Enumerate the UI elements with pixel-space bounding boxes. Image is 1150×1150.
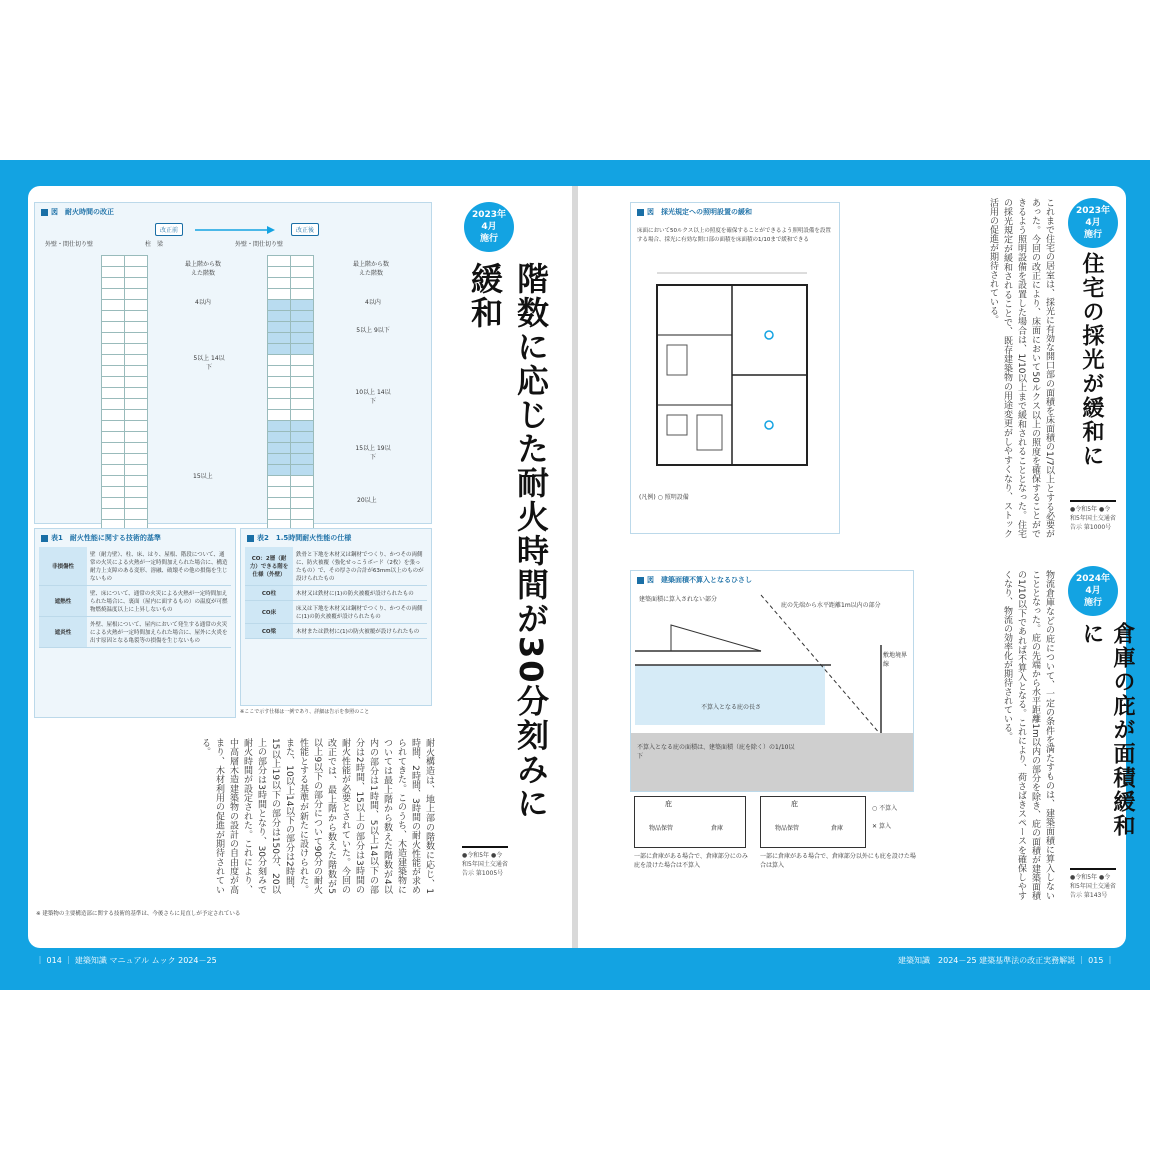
table-cell (291, 322, 314, 333)
table-row (102, 289, 148, 300)
table-cell (291, 333, 314, 344)
table-row (102, 443, 148, 454)
table-cell (125, 498, 148, 509)
table-row (268, 355, 314, 366)
table-row (39, 586, 231, 617)
table-row (268, 300, 314, 311)
col-header-left: 外壁・間仕切り壁 (45, 241, 94, 248)
row-key: 遮熱性 (39, 586, 87, 617)
table-cell (102, 289, 125, 300)
table-cell (102, 399, 125, 410)
table-row (268, 498, 314, 509)
table-cell (268, 388, 291, 399)
badge-status: 施行 (479, 234, 498, 244)
row-text: 床又は下地を木材又は鋼材でつくり、かつその両側に(1)の防火被覆が設けられたもの (293, 601, 427, 624)
before-table (101, 255, 148, 531)
lighting-badge (1068, 198, 1118, 248)
table-cell (268, 476, 291, 487)
label-5-9: 5以上 9以下 (356, 327, 390, 334)
table-row (268, 267, 314, 278)
footer-right: 建築知識 2024－25 建築基準法の改正実務解説 ｜ 015 ｜ (898, 956, 1114, 965)
table-cell (291, 355, 314, 366)
label-20: 20以上 (357, 497, 377, 504)
table-cell (102, 344, 125, 355)
table2-caption: 表2 1.5時間耐火性能の仕様 (247, 533, 351, 543)
eave-label-3: 庇の先端から水平距離1m以内の部分 (781, 602, 881, 609)
table-cell (268, 399, 291, 410)
table-cell (125, 333, 148, 344)
legend-out: ✕ 算入 (872, 823, 891, 830)
table1 (39, 547, 231, 648)
eave-side-note: ●令和5年 ●令和5年国土交通省告示 第143号 (1070, 868, 1116, 900)
table-cell (268, 278, 291, 289)
eave-case-b (760, 796, 866, 848)
table-row (39, 547, 231, 586)
enforcement-badge (464, 202, 514, 252)
table-cell (268, 377, 291, 388)
table-cell (102, 333, 125, 344)
table-cell (102, 410, 125, 421)
eave-case-a (634, 796, 746, 848)
table-cell (125, 443, 148, 454)
table-row (245, 601, 427, 624)
page-gutter (572, 186, 578, 948)
table-row (102, 498, 148, 509)
case-a-warehouse: 倉庫 (711, 825, 724, 832)
case-a-caption: 一部に倉庫がある場合で、倉庫部分にのみ庇を設けた場合は不算入 (634, 853, 748, 869)
eave-figure-caption: 図 建築面積不算入となるひさし (637, 575, 752, 585)
table1-caption: 表1 耐火性能に関する技術的基準 (41, 533, 161, 543)
table-cell (268, 443, 291, 454)
table-cell (125, 399, 148, 410)
table-cell (125, 256, 148, 267)
table-row (268, 289, 314, 300)
table-cell (291, 267, 314, 278)
table-cell (291, 498, 314, 509)
fire-time-figure (34, 202, 432, 524)
table-cell (125, 289, 148, 300)
table-cell (268, 311, 291, 322)
badge-year: 2023年 (1075, 206, 1111, 216)
table-cell (291, 399, 314, 410)
eave-label-1: 建築面積に算入されない部分 (639, 596, 718, 603)
table-cell (102, 421, 125, 432)
table-row (268, 377, 314, 388)
table2 (245, 547, 427, 639)
case-a-storage: 物品保管 (649, 825, 674, 832)
table-row (102, 432, 148, 443)
table-cell (125, 322, 148, 333)
badge-month: 4月 (1085, 586, 1101, 596)
table-cell (268, 267, 291, 278)
badge-month: 4月 (481, 222, 497, 232)
table-cell (291, 377, 314, 388)
table-cell (102, 300, 125, 311)
table-cell (125, 421, 148, 432)
table-cell (125, 377, 148, 388)
badge-year: 2023年 (471, 210, 507, 220)
table-cell (291, 487, 314, 498)
table-row (245, 547, 427, 586)
table-cell (102, 487, 125, 498)
floor-plan-drawing (637, 265, 833, 483)
table-cell (291, 465, 314, 476)
label-4-before: 4以内 (195, 299, 211, 306)
after-table (267, 255, 314, 531)
lighting-legend: (凡例) ○ 照明設備 (639, 494, 689, 501)
table-row (102, 256, 148, 267)
row-text: 壁（耐力壁）、柱、床、はり、屋根、階段について、通常の火災による火熱が一定時間加えられた場合に、構造耐力上支障のある変形、溶融、破壊その他の損傷を生じないもの (87, 547, 231, 586)
table-row (102, 366, 148, 377)
table-row (268, 344, 314, 355)
label-15-19: 15以上 19以下 (355, 445, 391, 461)
eave-label-4: 不算入となる庇の長さ (701, 704, 762, 711)
table-row (245, 586, 427, 601)
case-b-storage: 物品保管 (775, 825, 800, 832)
table-row (102, 388, 148, 399)
table-cell (268, 355, 291, 366)
row-key: CO梁 (245, 624, 293, 639)
table-row (268, 399, 314, 410)
row-key: 非損傷性 (39, 547, 87, 586)
badge-status: 施行 (1083, 230, 1102, 240)
table-cell (125, 476, 148, 487)
legend-in-label: 不算入 (879, 805, 898, 812)
table-cell (102, 322, 125, 333)
table-row (102, 311, 148, 322)
table-cell (102, 366, 125, 377)
eave-body-text: 物流倉庫などの庇について、一定の条件を満たすものは、建築面積に算入しないこととなった。庇の先端から水平距離1m以内の部分を除き、庇の面積が建築面積の1/10以下であれば不算入となる。これにより、荷さばきスペースを確保しやすくなり、物流の効率化が期待されている。 (1002, 570, 1054, 900)
table-cell (268, 322, 291, 333)
body-text: 耐火構造は、地上部の階数に応じ、1時間、2時間、3時間の耐火性能が求められてきた。このうち、木造建築物については最上階から数えた階数が4以内の部分は1時間、5以上14以下の部分は2時間、15以上の部分は3時間の耐火性能が必要とされていた。今回の改正では、最上階から数えた階数が5以上9以下の部分について90分の耐火性能とする基準が新たに設けられた。また、10以上14以下の部分は2時間、15以上19以下の部分は150分、20以上の部分は3時間となり、30分刻みで耐火時間が設定された。これにより、中高層木造建築物の設計の自由度が高まり、木材利用の促進が期待されている。 (200, 738, 434, 894)
badge-status: 施行 (1083, 598, 1102, 608)
table-cell (125, 487, 148, 498)
lighting-figure (630, 202, 840, 534)
table-cell (268, 498, 291, 509)
badge-year: 2024年 (1075, 574, 1111, 584)
table-cell (291, 256, 314, 267)
table-row (268, 410, 314, 421)
eave-title: 倉庫の庇が面積緩和に (1079, 622, 1135, 838)
table-row (268, 333, 314, 344)
table-row (102, 454, 148, 465)
table-row (268, 487, 314, 498)
table2-panel (240, 528, 432, 706)
table-row (268, 311, 314, 322)
row-text: 木材又は鉄材に(1)の防火被覆が設けられたもの (293, 586, 427, 601)
eave-figure (630, 570, 914, 792)
table-cell (268, 256, 291, 267)
label-5-14: 5以上 14以下 (193, 355, 225, 371)
table-cell (268, 465, 291, 476)
row-text: 外壁、屋根について、屋内において発生する通常の火災による火熱が一定時間加えられた場合に、屋外に火炎を出す原因となる亀裂等の損傷を生じないもの (87, 617, 231, 648)
table-row (268, 366, 314, 377)
table-cell (102, 443, 125, 454)
table-cell (125, 465, 148, 476)
note-top-before: 最上階から数えた階数 (184, 261, 221, 277)
table-cell (125, 388, 148, 399)
table-row (245, 624, 427, 639)
table-cell (125, 311, 148, 322)
table-cell (102, 278, 125, 289)
bottom-note: ※ 建築物の主要構造部に関する技術的基準は、今後さらに見直しが予定されている (36, 911, 241, 917)
table-cell (291, 344, 314, 355)
table-cell (268, 432, 291, 443)
table-cell (102, 267, 125, 278)
case-b-warehouse: 倉庫 (831, 825, 844, 832)
table-cell (268, 454, 291, 465)
table-cell (102, 509, 125, 520)
before-tag: 改正前 (155, 223, 183, 236)
table-cell (268, 509, 291, 520)
table1-panel (34, 528, 236, 718)
legend-in: ○ 不算入 (872, 805, 898, 812)
table-cell (125, 300, 148, 311)
after-tag: 改正後 (291, 223, 319, 236)
table-row (102, 300, 148, 311)
eave-label-2: 敷地境界線 (883, 652, 908, 668)
case-b-eave: 庇 (791, 800, 798, 808)
table-cell (125, 344, 148, 355)
table-row (268, 278, 314, 289)
table-cell (291, 388, 314, 399)
table-cell (125, 432, 148, 443)
table-row (268, 454, 314, 465)
table-cell (268, 421, 291, 432)
row-key: 遮炎性 (39, 617, 87, 648)
table-cell (291, 454, 314, 465)
table-cell (268, 366, 291, 377)
label-10-14: 10以上 14以下 (355, 389, 391, 405)
table-cell (291, 300, 314, 311)
table-row (268, 388, 314, 399)
table-cell (291, 432, 314, 443)
table-row (268, 509, 314, 520)
table-cell (268, 410, 291, 421)
case-b-caption: 一部に倉庫がある場合で、倉庫部分以外にも庇を設けた場合は算入 (760, 853, 916, 869)
table-row (102, 267, 148, 278)
col-header-mid: 柱 梁 (145, 241, 164, 248)
table-cell (291, 410, 314, 421)
legend-out-label: 算入 (878, 823, 891, 830)
table-cell (291, 421, 314, 432)
lighting-body-text: これまで住宅の居室は、採光に有効な開口部の面積を床面積の1/7以上とする必要があった。今回の改正により、床面において50ルクス以上の照度を確保することができるよう照明設備を設置した場合は、1/10以上まで緩和されることとなった。住宅の採光規定が緩和されることで、既存建築物の用途変更がしやすくなり、ストック活用の促進が期待されている。 (988, 198, 1054, 538)
table-row (268, 476, 314, 487)
table2-footnote: ※ここで示す仕様は一例であり、詳細は告示を参照のこと (240, 709, 370, 715)
table-cell (268, 300, 291, 311)
case-a-eave: 庇 (665, 800, 672, 808)
table-row (102, 377, 148, 388)
table-cell (291, 311, 314, 322)
label-15: 15以上 (193, 473, 213, 480)
table-row (102, 410, 148, 421)
table-row (102, 399, 148, 410)
figure-caption: 図 耐火時間の改正 (41, 207, 114, 217)
table-row (268, 432, 314, 443)
table-row (268, 421, 314, 432)
table-row (102, 465, 148, 476)
table-row (102, 476, 148, 487)
lighting-title: 住宅の採光が緩和に (1079, 252, 1104, 468)
table-row (102, 278, 148, 289)
table-cell (102, 476, 125, 487)
table-cell (268, 487, 291, 498)
table-cell (102, 498, 125, 509)
table-row (268, 443, 314, 454)
table-cell (291, 289, 314, 300)
table-row (39, 617, 231, 648)
table-row (268, 322, 314, 333)
page-title: 階数に応じた耐火時間が30分刻みに緩和 (466, 262, 550, 821)
arrow-right-icon (195, 225, 275, 235)
table-cell (125, 410, 148, 421)
table-row (102, 333, 148, 344)
table-cell (291, 443, 314, 454)
badge-month: 4月 (1085, 218, 1101, 228)
lighting-figure-note: 床面において50ルクス以上の照度を確保することができるよう照明設備を設置する場合、採光に有効な開口部の面積を床面積の1/10まで緩和できる (637, 228, 831, 243)
row-text: 木材または鉄材に(1)の防火被覆が設けられたもの (293, 624, 427, 639)
row-key: CO柱 (245, 586, 293, 601)
table-cell (102, 388, 125, 399)
row-key: CO床 (245, 601, 293, 624)
row-key: CO：2層（耐力）できる階を仕様（外壁） (245, 547, 293, 586)
table-row (102, 322, 148, 333)
table-cell (291, 278, 314, 289)
table-cell (102, 454, 125, 465)
label-4-after: 4以内 (365, 299, 381, 306)
table-cell (125, 454, 148, 465)
table-row (102, 344, 148, 355)
table-cell (102, 256, 125, 267)
lighting-side-note: ●令和5年 ●令和5年国土交通省告示 第1000号 (1070, 500, 1116, 532)
table-row (268, 465, 314, 476)
table-row (102, 509, 148, 520)
table-cell (125, 355, 148, 366)
table-cell (291, 476, 314, 487)
eave-label-5: 不算入となる庇の面積は、建築面積（庇を除く）の1/10以下 (637, 744, 795, 760)
table-cell (268, 333, 291, 344)
table-cell (125, 509, 148, 520)
side-note: ●令和5年 ●令和5年国土交通省告示 第1005号 (462, 846, 508, 878)
table-cell (291, 509, 314, 520)
table-row (102, 487, 148, 498)
table-cell (268, 289, 291, 300)
row-text: 鉄骨と下地を木材又は鋼材でつくり、かつその両側に、防火被覆（強化せっこうボード（2枚）を張ったもの）で、その厚さの合計が63mm以上のものが設けられたもの (293, 547, 427, 586)
table-row (102, 421, 148, 432)
col-header-left-after: 外壁・間仕切り壁 (235, 241, 284, 248)
table-row (268, 256, 314, 267)
eave-badge (1068, 566, 1118, 616)
table-cell (102, 355, 125, 366)
footer-left: ｜ 014 ｜ 建築知識 マニュアル ムック 2024－25 (36, 956, 217, 965)
table-cell (102, 432, 125, 443)
table-cell (125, 267, 148, 278)
table-cell (102, 377, 125, 388)
lighting-figure-caption: 図 採光規定への照明設置の緩和 (637, 207, 752, 217)
note-top-after: 最上階から数えた階数 (352, 261, 389, 277)
row-text: 壁、床について、通常の火災による火熱が一定時間加えられた場合に、裏面（屋内に面するもの）の温度が可燃物燃焼温度以上に上昇しないもの (87, 586, 231, 617)
table-cell (268, 344, 291, 355)
table-cell (125, 366, 148, 377)
table-cell (291, 366, 314, 377)
table-cell (125, 278, 148, 289)
table-cell (102, 311, 125, 322)
table-row (102, 355, 148, 366)
table-cell (102, 465, 125, 476)
